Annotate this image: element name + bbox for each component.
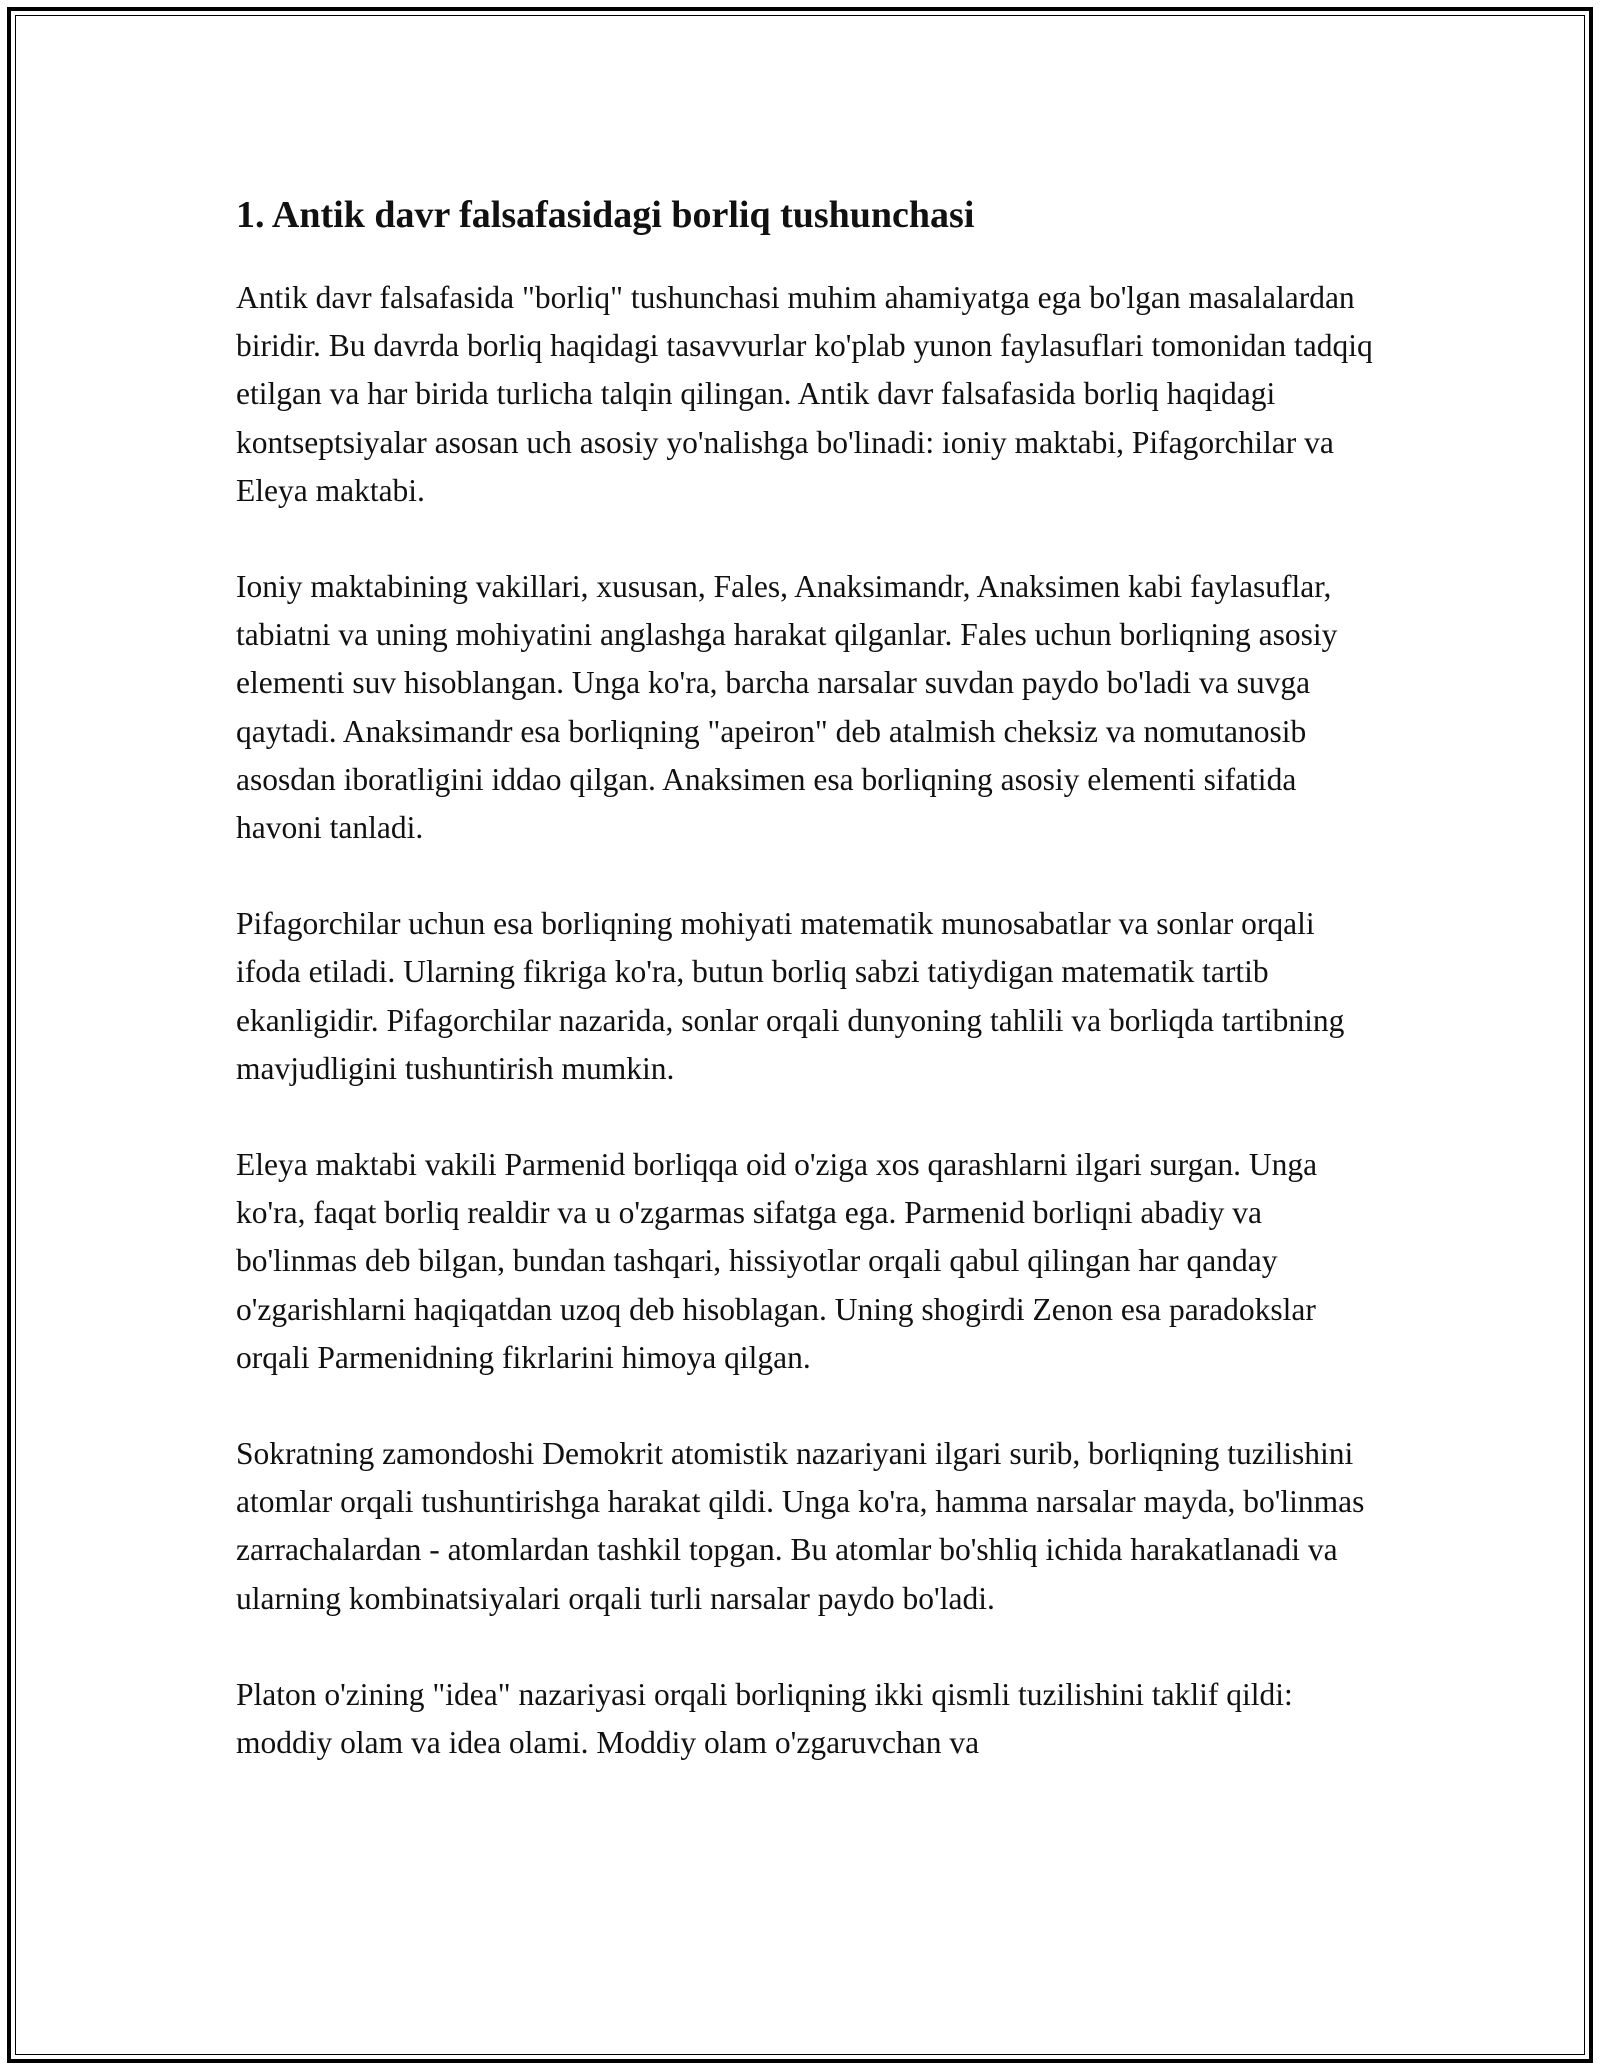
paragraph-plato: Platon o'zining "idea" nazariyasi orqali borliqning ikki qismli tuzilishini taklif qildi: moddiy olam va idea olami. Moddiy olam o'zgaruvchan va: [236, 1676, 1293, 1761]
paragraph-ionian-school: Ioniy maktabining vakillari, xususan, Fales, Anaksimandr, Anaksimen kabi faylasuflar, tabiatni va uning mohiyatini anglashga harakat qilganlar. Fales uchun borliqning asosiy elementi suv hisoblangan. Unga ko'ra, barcha narsalar suvdan paydo bo'ladi va suvga qaytadi. Anaksimandr esa borliqning "apeiron" deb atalmish cheksiz va nomutanosib asosdan iboratligini iddao qilgan. Anaksimen esa borliqning asosiy elementi sifatida havoni tanladi.: [236, 569, 1338, 846]
paragraph-eleatic-school: Eleya maktabi vakili Parmenid borliqqa oid o'ziga xos qarashlarni ilgari surgan. Unga ko'ra, faqat borliq realdir va u o'zgarmas sifatga ega. Parmenid borliqni abadiy va bo'linmas deb bilgan, bundan tashqari, hissiyotlar orqali qabul qilingan har qanday o'zgarishlarni haqiqatdan uzoq deb hisoblagan. Uning shogirdi Zenon esa paradokslar orqali Parmenidning fikrlarini himoya qilgan.: [236, 1147, 1318, 1375]
paragraph-intro: Antik davr falsafasida "borliq" tushunchasi muhim ahamiyatga ega bo'lgan masalalardan biridir. Bu davrda borliq haqidagi tasavvurlar ko'plab yunon faylasuflari tomonidan tadqiq etilgan va har birida turlicha talqin qilingan. Antik davr falsafasida borliq haqidagi kontseptsiyalar asosan uch asosiy yo'nalishga bo'linadi: ioniy maktabi, Pifagorchilar va Eleya maktabi.: [236, 280, 1373, 508]
document-body: [236, 186, 1376, 1815]
section-heading: 1. Antik davr falsafasidagi borliq tushunchasi: [236, 194, 975, 236]
paragraph-democritus: Sokratning zamondoshi Demokrit atomistik nazariyani ilgari surib, borliqning tuzilishini atomlar orqali tushuntirishga harakat qildi. Unga ko'ra, hamma narsalar mayda, bo'linmas zarrachalardan - atomlardan tashkil topgan. Bu atomlar bo'shliq ichida harakatlanadi va ularning kombinatsiyalari orqali turli narsalar paydo bo'ladi.: [236, 1436, 1365, 1616]
paragraph-pythagoreans: Pifagorchilar uchun esa borliqning mohiyati matematik munosabatlar va sonlar orqali ifoda etiladi. Ularning fikriga ko'ra, butun borliq sabzi tatiydigan matematik tartib ekanligidir. Pifagorchilar nazarida, sonlar orqali dunyoning tahlili va borliqda tartibning mavjudligini tushuntirish mumkin.: [236, 906, 1345, 1086]
